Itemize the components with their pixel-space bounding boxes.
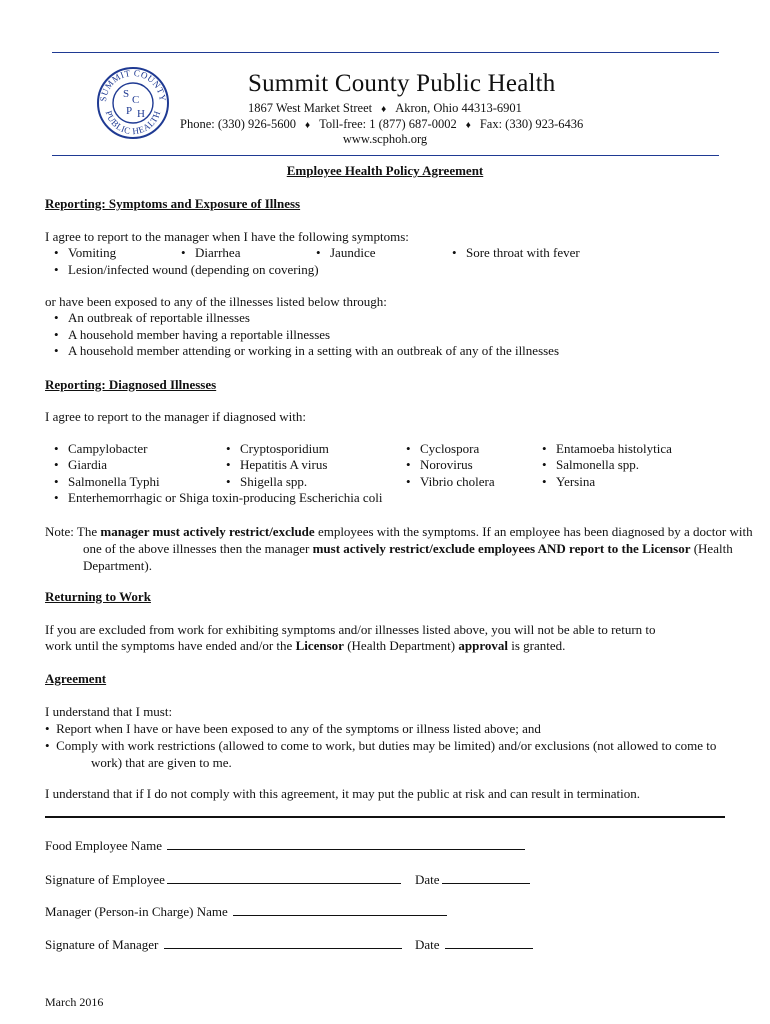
phone-line bbox=[180, 117, 583, 132]
employee-date-field[interactable]: Date bbox=[415, 871, 530, 888]
manager-date-field[interactable]: Date bbox=[415, 936, 533, 953]
street-address: 1867 West Market Street bbox=[248, 101, 373, 115]
city-address: Akron, Ohio 44313-6901 bbox=[395, 101, 522, 115]
agreement-intro: I understand that I must: bbox=[45, 704, 173, 719]
bullet-icon: • bbox=[45, 738, 57, 753]
diagnosed-intro: I agree to report to the manager if diagnosed with: bbox=[45, 409, 306, 424]
agreement-item: • Report when I have or have been exposed to any of the symptoms or illness listed above; and bbox=[45, 721, 541, 736]
revision-date: March 2016 bbox=[45, 995, 104, 1009]
diamond-separator-icon: ♦ bbox=[304, 120, 311, 131]
exposure-item: • A household member attending or working in a setting with an outbreak of any of the illnesses bbox=[54, 343, 559, 359]
symptoms-intro: I agree to report to the manager when I have the following symptoms: bbox=[45, 229, 409, 244]
symptom-item: • Jaundice bbox=[316, 245, 375, 261]
return-text-line-2: work until the symptoms have ended and/or the Licensor (Health Department) approval is granted. bbox=[45, 638, 566, 653]
employee-name-line[interactable] bbox=[167, 837, 525, 850]
manager-note: Note: The manager must actively restrict/exclude employees with the symptoms. If an employee has been diagnosed by a doctor with one of the above illnesses then the manager must actively restrict/exclude employees AND report to the Licensor (Health Department). bbox=[45, 524, 753, 573]
return-text-line-1: If you are excluded from work for exhibiting symptoms and/or illnesses listed above, you will not be able to return to bbox=[45, 622, 656, 637]
manager-signature-line[interactable] bbox=[164, 936, 402, 949]
symptom-item: • Lesion/infected wound (depending on covering) bbox=[54, 262, 319, 278]
document-title: Employee Health Policy Agreement bbox=[286, 163, 484, 178]
symptom-item: • Sore throat with fever bbox=[452, 245, 580, 261]
exposure-item: • A household member having a reportable illnesses bbox=[54, 327, 330, 343]
manager-signature-field[interactable]: Signature of Manager bbox=[45, 936, 402, 953]
diamond-separator-icon: ♦ bbox=[465, 120, 471, 131]
svg-text:S: S bbox=[123, 88, 130, 100]
toll-free-number: Toll-free: 1 (877) 687-0002 bbox=[319, 117, 457, 131]
address-line bbox=[248, 101, 522, 116]
employee-signature-line[interactable] bbox=[167, 871, 401, 884]
illness-item: • Shigella spp. bbox=[226, 474, 307, 490]
phone-number: Phone: (330) 926-5600 bbox=[180, 117, 296, 131]
signature-divider bbox=[45, 816, 725, 818]
exposure-intro: or have been exposed to any of the illnesses listed below through: bbox=[45, 294, 387, 309]
website-link[interactable]: www.scphoh.org bbox=[342, 132, 428, 146]
symptom-item: • Diarrhea bbox=[181, 245, 240, 261]
manager-name-line[interactable] bbox=[233, 903, 447, 916]
svg-text:SUMMIT COUNTY: SUMMIT COUNTY bbox=[97, 67, 169, 103]
svg-text:C: C bbox=[132, 94, 140, 106]
svg-text:PUBLIC HEALTH: PUBLIC HEALTH bbox=[103, 109, 163, 137]
illness-item: • Campylobacter bbox=[54, 441, 147, 457]
exposure-item: • An outbreak of reportable illnesses bbox=[54, 310, 250, 326]
agreement-item: • Comply with work restrictions (allowed to come to work, but duties may be limited) and/or exclusions (not allowed to come to work) that are given to me. bbox=[45, 738, 717, 770]
illness-item: • Enterhemorrhagic or Shiga toxin-producing Escherichia coli bbox=[54, 490, 382, 506]
employee-signature-field[interactable]: Signature of Employee bbox=[45, 871, 401, 888]
illness-item: • Salmonella Typhi bbox=[54, 474, 160, 490]
illness-item: • Cryptosporidium bbox=[226, 441, 329, 457]
organization-name: Summit County Public Health bbox=[248, 70, 556, 97]
header-bottom-rule bbox=[52, 155, 719, 156]
illness-item: • Entamoeba histolytica bbox=[542, 441, 672, 457]
illness-item: • Hepatitis A virus bbox=[226, 457, 327, 473]
illness-item: • Cyclospora bbox=[406, 441, 479, 457]
header-top-rule bbox=[52, 52, 719, 53]
illness-item: • Yersina bbox=[542, 474, 595, 490]
agreement-heading: Agreement bbox=[45, 671, 107, 686]
diamond-separator-icon: ♦ bbox=[381, 104, 387, 115]
svg-text:P: P bbox=[126, 105, 133, 117]
fax-number: Fax: (330) 923-6436 bbox=[479, 117, 584, 131]
illness-item: • Salmonella spp. bbox=[542, 457, 639, 473]
return-heading: Returning to Work bbox=[45, 589, 151, 604]
illness-item: • Giardia bbox=[54, 457, 107, 473]
county-seal-logo bbox=[96, 66, 170, 140]
symptoms-heading: Reporting: Symptoms and Exposure of Illness bbox=[45, 196, 301, 211]
bullet-icon: • bbox=[45, 721, 57, 736]
diagnosed-heading: Reporting: Diagnosed Illnesses bbox=[45, 377, 217, 392]
employee-date-line[interactable] bbox=[442, 871, 530, 884]
manager-date-line[interactable] bbox=[445, 936, 533, 949]
employee-name-field[interactable]: Food Employee Name bbox=[45, 837, 525, 854]
svg-text:H: H bbox=[137, 108, 145, 120]
agreement-closing: I understand that if I do not comply with this agreement, it may put the public at risk and can result in termination. bbox=[45, 786, 640, 801]
symptom-item: • Vomiting bbox=[54, 245, 116, 261]
manager-name-field[interactable]: Manager (Person-in Charge) Name bbox=[45, 903, 447, 920]
illness-item: • Norovirus bbox=[406, 457, 473, 473]
illness-item: • Vibrio cholera bbox=[406, 474, 495, 490]
